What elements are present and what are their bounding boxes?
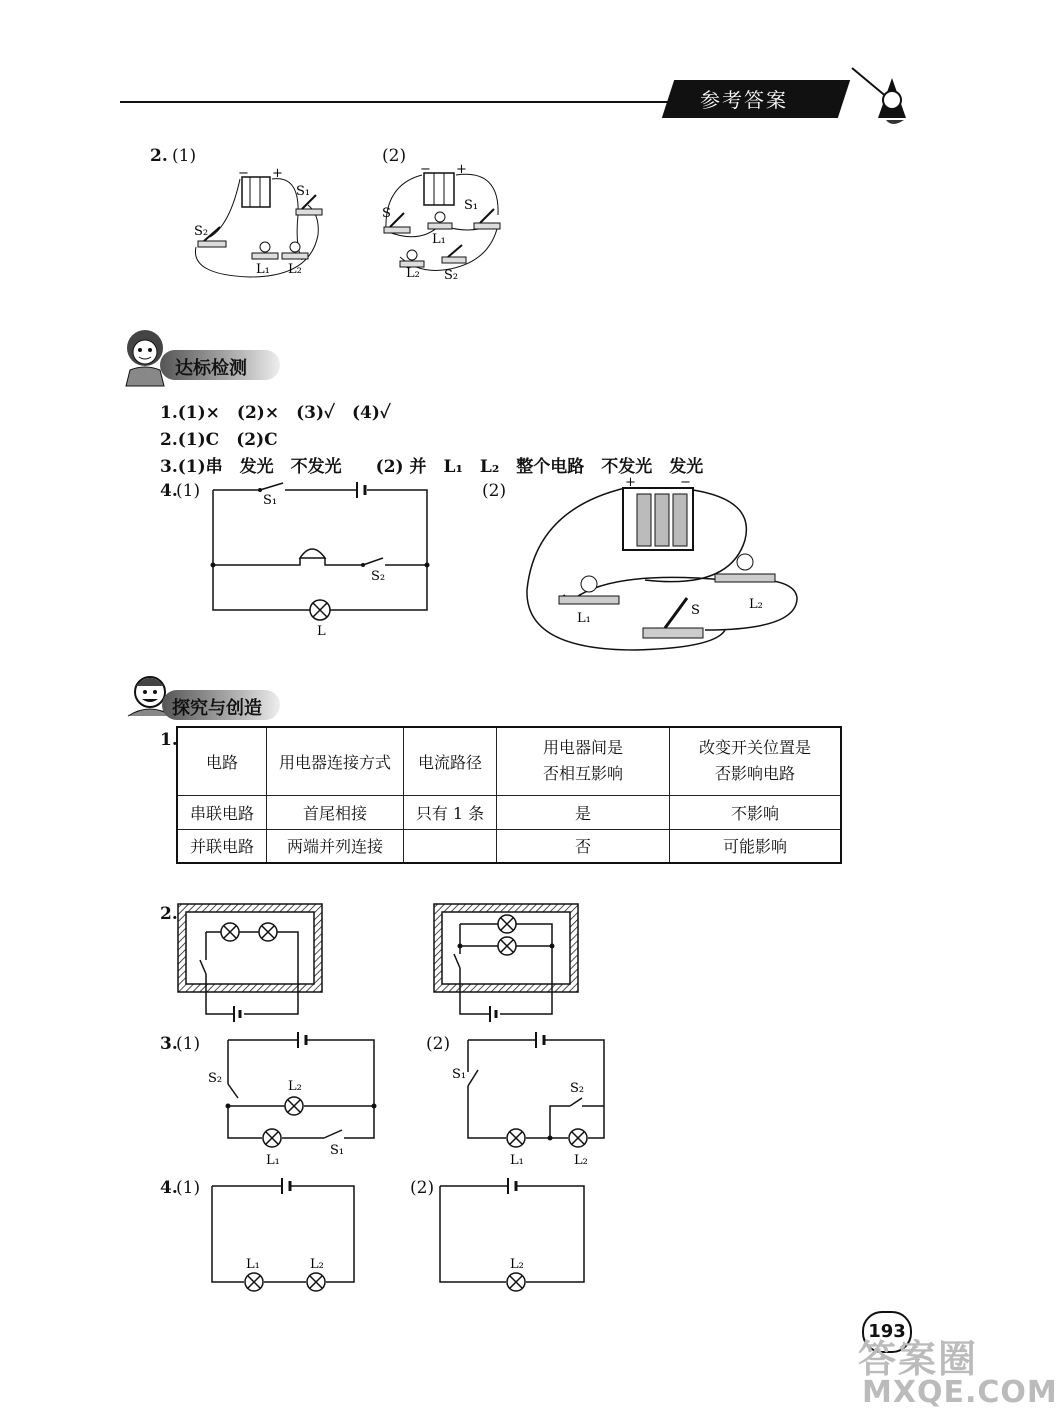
q2a1-l1-label: L₁ — [256, 262, 270, 277]
s1-q1: 1.(1)× (2)× (3)✓ (4)✓ — [160, 403, 391, 423]
q2a1-s2-label: S₂ — [194, 224, 209, 239]
s2-q3-sub1: (1) — [176, 1034, 201, 1054]
q2a2-s1-label: S₁ — [464, 198, 479, 213]
s1-q3: 3.(1)串 发光 不发光 (2) 并 L₁ L₂ 整个电路 不发光 发光 — [160, 457, 704, 477]
table-header-cell: 用电器间是 否相互影响 — [497, 727, 670, 795]
s2-q2-room1-diagram — [176, 902, 326, 1026]
s1q4c2-l2-label: L₂ — [749, 597, 763, 612]
s1-q2: 2.(1)C (2)C — [160, 430, 278, 450]
q2a2-minus: − — [420, 162, 431, 177]
section2-title: 探究与创造 — [172, 698, 262, 719]
table-cell: 只有 1 条 — [404, 795, 497, 829]
s1q4c1-s1-label: S₁ — [263, 493, 278, 508]
wizard-icon — [848, 58, 918, 128]
table-row — [177, 829, 841, 863]
q2a2-s-label: S — [382, 206, 391, 221]
s1q4c2-minus: − — [680, 475, 691, 490]
q2a1-plus: + — [272, 166, 283, 181]
s2q3c2-l1-label: L₁ — [510, 1153, 524, 1168]
q2a-circuit1-image — [190, 165, 330, 290]
s2-q3-number: 3. — [160, 1034, 178, 1054]
s2q3c2-s2-label: S₂ — [570, 1081, 585, 1096]
s2q3c1-s1-label: S₁ — [330, 1143, 345, 1158]
comparison-table — [176, 726, 842, 864]
q2a1-minus: − — [238, 166, 249, 181]
q2a1-l2-label: L₂ — [288, 262, 302, 277]
table-row — [177, 795, 841, 829]
s2-q3-circuit2-diagram — [448, 1032, 638, 1172]
section1-title: 达标检测 — [175, 358, 247, 379]
s1q4c2-l1-label: L₁ — [577, 611, 591, 626]
q2a-sub1: (1) — [172, 146, 197, 166]
s2-q3-sub2: (2) — [426, 1034, 451, 1054]
table-header-cell: 用电器连接方式 — [267, 727, 404, 795]
table-header-row — [177, 727, 841, 795]
table-cell: 并联电路 — [177, 829, 267, 863]
table-cell: 串联电路 — [177, 795, 267, 829]
s1q4c2-s-label: S — [691, 603, 700, 618]
s2-q2-number: 2. — [160, 904, 178, 924]
q2a-number: 2. — [150, 146, 168, 166]
table-cell: 否 — [497, 829, 670, 863]
s1-q4-circuit1-diagram — [205, 480, 445, 640]
q2a1-s1-label: S₁ — [296, 184, 311, 199]
s2q3c2-l2-label: L₂ — [574, 1153, 588, 1168]
s2-q1-number: 1. — [160, 730, 178, 750]
table-header-cell: 电流路径 — [404, 727, 497, 795]
header-rule — [120, 101, 680, 103]
s2-q4-circuit1-diagram — [206, 1176, 366, 1296]
s2-q3-circuit1-diagram — [200, 1032, 390, 1172]
page-title: 参考答案 — [700, 88, 788, 112]
s1q4c1-l-label: L — [317, 624, 326, 639]
table-cell: 可能影响 — [670, 829, 842, 863]
s1-q4-sub2: (2) — [482, 481, 507, 501]
s2q4c1-l1-label: L₁ — [246, 1257, 260, 1272]
s2q3c1-l2-label: L₂ — [288, 1079, 302, 1094]
s1-q4-circuit2-image — [515, 475, 805, 655]
table-cell — [404, 829, 497, 863]
watermark-url: MXQE.COM — [862, 1375, 1058, 1410]
q2a2-plus: + — [456, 162, 467, 177]
page-number: 193 — [862, 1311, 912, 1353]
table-cell: 是 — [497, 795, 670, 829]
q2a2-l1-label: L₁ — [432, 232, 446, 247]
table-cell: 两端并列连接 — [267, 829, 404, 863]
q2a2-l2-label: L₂ — [406, 266, 420, 281]
s2-q2-room2-diagram — [432, 902, 582, 1026]
s2-q4-number: 4. — [160, 1178, 178, 1198]
s2q3c1-s2-label: S₂ — [208, 1071, 223, 1086]
q2a-circuit2-image — [380, 162, 520, 290]
table-cell: 不影响 — [670, 795, 842, 829]
table-cell: 首尾相接 — [267, 795, 404, 829]
s2q4c1-l2-label: L₂ — [310, 1257, 324, 1272]
s1q4c1-s2-label: S₂ — [371, 569, 386, 584]
s2-q4-sub2: (2) — [410, 1178, 435, 1198]
s2q3c1-l1-label: L₁ — [266, 1153, 280, 1168]
s2q4c2-l2-label: L₂ — [510, 1257, 524, 1272]
table-header-cell: 电路 — [177, 727, 267, 795]
s2q3c2-s1-label: S₁ — [452, 1067, 467, 1082]
q2a-sub2: (2) — [382, 146, 407, 166]
watermark-logo: 答案圈 — [858, 1337, 979, 1381]
s2-q4-sub1: (1) — [176, 1178, 201, 1198]
s1-q4-sub1: (1) — [176, 481, 201, 501]
q2a2-s2-label: S₂ — [444, 268, 459, 283]
s2-q4-circuit2-diagram — [434, 1176, 594, 1296]
s1q4c2-plus: + — [625, 475, 636, 490]
table-header-cell: 改变开关位置是 否影响电路 — [670, 727, 842, 795]
s1-q4-number: 4. — [160, 481, 178, 501]
